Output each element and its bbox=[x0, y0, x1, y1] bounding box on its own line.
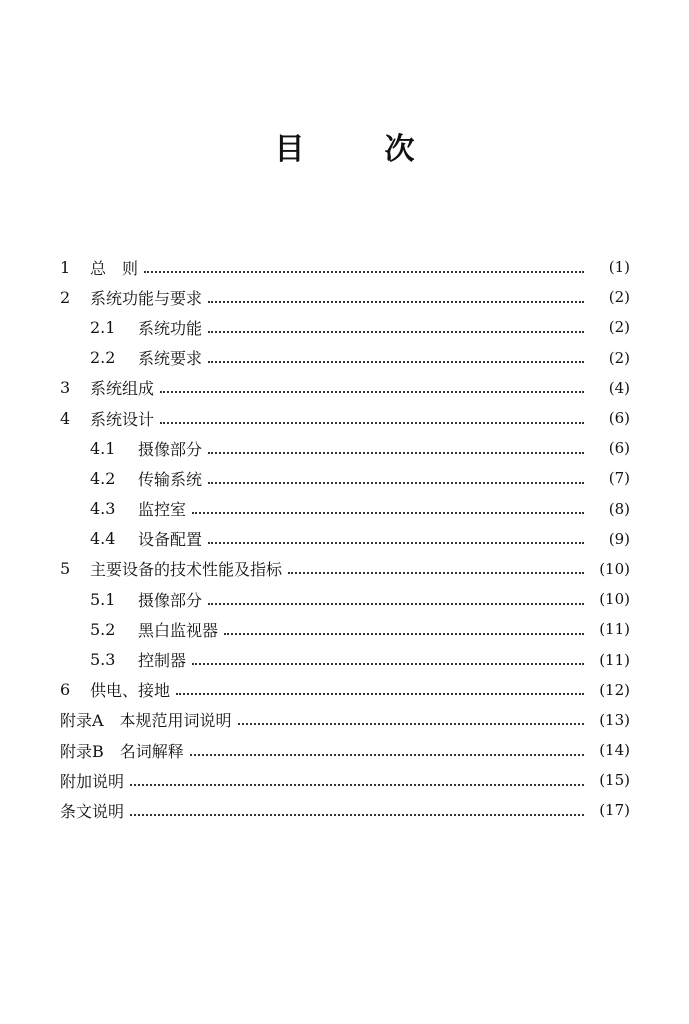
toc-entry-number: 2 bbox=[60, 287, 71, 307]
dot-leader bbox=[224, 632, 584, 635]
dot-leader bbox=[192, 511, 584, 514]
toc-entry[interactable] bbox=[60, 795, 630, 825]
toc-entry-title: 附录B 名词解释 bbox=[60, 741, 184, 761]
toc-entry[interactable] bbox=[60, 252, 630, 282]
toc-entry[interactable] bbox=[60, 524, 630, 554]
dot-leader bbox=[238, 722, 584, 725]
toc-entry-page-number: (1) bbox=[608, 258, 630, 277]
toc-entry-page-number: (2) bbox=[608, 348, 630, 367]
toc-entry-page-number: (9) bbox=[608, 529, 630, 548]
toc-entry-number: 5.3 bbox=[90, 650, 116, 670]
toc-entry-title: 总 则 bbox=[90, 258, 139, 278]
toc-entry-title: 附录A 本规范用词说明 bbox=[60, 711, 232, 731]
dot-leader bbox=[208, 602, 584, 605]
toc-entry-title: 控制器 bbox=[138, 651, 187, 671]
toc-entry-page-number: (6) bbox=[608, 439, 630, 458]
toc-entry-number: 4 bbox=[60, 408, 71, 428]
toc-entry[interactable] bbox=[60, 644, 630, 674]
dot-leader bbox=[130, 783, 584, 786]
toc-entry-number: 4.4 bbox=[90, 529, 116, 549]
toc-entry-page-number: (2) bbox=[608, 318, 630, 337]
toc-entry-title: 系统要求 bbox=[138, 349, 203, 369]
dot-leader bbox=[208, 481, 584, 484]
dot-leader bbox=[208, 451, 584, 454]
dot-leader bbox=[208, 330, 584, 333]
toc-entry-number: 5.1 bbox=[90, 589, 116, 609]
toc-entry[interactable] bbox=[60, 312, 630, 342]
toc-entry-title: 黑白监视器 bbox=[138, 620, 219, 640]
toc-entry-page-number: (12) bbox=[599, 680, 630, 699]
toc-entry[interactable] bbox=[60, 735, 630, 765]
dot-leader bbox=[208, 360, 584, 363]
toc-entry[interactable] bbox=[60, 614, 630, 644]
toc-entry-page-number: (8) bbox=[608, 499, 630, 518]
toc-entry-number: 6 bbox=[60, 680, 71, 700]
page-title bbox=[0, 124, 689, 168]
dot-leader bbox=[130, 813, 584, 816]
toc-entry-number: 2.2 bbox=[90, 348, 116, 368]
toc-entry-title: 传输系统 bbox=[138, 469, 203, 489]
toc-entry-number: 3 bbox=[60, 378, 71, 398]
toc-entry[interactable] bbox=[60, 494, 630, 524]
toc-entry-number: 4.2 bbox=[90, 468, 116, 488]
dot-leader bbox=[144, 270, 584, 273]
toc-entry[interactable] bbox=[60, 282, 630, 312]
toc-entry-number: 4.3 bbox=[90, 499, 116, 519]
dot-leader bbox=[208, 300, 584, 303]
toc-entry-title: 设备配置 bbox=[138, 530, 203, 550]
toc-entry-page-number: (15) bbox=[599, 771, 630, 790]
toc-entry-title: 系统功能 bbox=[138, 318, 203, 338]
toc-entry-page-number: (11) bbox=[599, 620, 630, 639]
toc-entry-page-number: (17) bbox=[599, 801, 630, 820]
title-char-2: 次 bbox=[384, 132, 415, 167]
toc-entry[interactable] bbox=[60, 403, 630, 433]
toc-entry-title: 条文说明 bbox=[60, 801, 125, 821]
toc-entry-page-number: (13) bbox=[599, 710, 630, 729]
dot-leader bbox=[160, 390, 584, 393]
toc-entry[interactable] bbox=[60, 554, 630, 584]
toc-entry-number: 5.2 bbox=[90, 619, 116, 639]
toc-entry-title: 系统功能与要求 bbox=[90, 288, 203, 308]
toc-entry-page-number: (10) bbox=[599, 559, 630, 578]
toc-entry[interactable] bbox=[60, 705, 630, 735]
dot-leader bbox=[192, 662, 584, 665]
toc-entry-title: 摄像部分 bbox=[138, 439, 203, 459]
toc-entry[interactable] bbox=[60, 675, 630, 705]
toc-entry-page-number: (4) bbox=[608, 378, 630, 397]
toc-entry[interactable] bbox=[60, 463, 630, 493]
toc-entry-page-number: (10) bbox=[599, 590, 630, 609]
title-char-1: 目 bbox=[274, 132, 305, 167]
toc-entry-title: 供电、接地 bbox=[90, 681, 171, 701]
dot-leader bbox=[176, 692, 584, 695]
toc-entry-page-number: (11) bbox=[599, 650, 630, 669]
toc-entry-title: 附加说明 bbox=[60, 771, 125, 791]
toc-entry-number: 5 bbox=[60, 559, 71, 579]
toc-entry[interactable] bbox=[60, 373, 630, 403]
table-of-contents bbox=[60, 252, 630, 826]
toc-entry-page-number: (7) bbox=[608, 469, 630, 488]
toc-entry-title: 主要设备的技术性能及指标 bbox=[90, 560, 283, 580]
dot-leader bbox=[208, 541, 584, 544]
toc-entry-number: 1 bbox=[60, 257, 71, 277]
toc-entry-title: 监控室 bbox=[138, 500, 187, 520]
dot-leader bbox=[288, 571, 584, 574]
toc-entry-title: 系统组成 bbox=[90, 379, 155, 399]
dot-leader bbox=[190, 753, 584, 756]
toc-entry[interactable] bbox=[60, 765, 630, 795]
toc-entry-page-number: (6) bbox=[608, 409, 630, 428]
toc-entry-page-number: (14) bbox=[599, 741, 630, 760]
toc-entry-number: 2.1 bbox=[90, 317, 116, 337]
toc-entry-title: 系统设计 bbox=[90, 409, 155, 429]
toc-entry[interactable] bbox=[60, 343, 630, 373]
toc-entry[interactable] bbox=[60, 433, 630, 463]
dot-leader bbox=[160, 421, 584, 424]
toc-entry[interactable] bbox=[60, 584, 630, 614]
toc-entry-page-number: (2) bbox=[608, 288, 630, 307]
toc-entry-title: 摄像部分 bbox=[138, 590, 203, 610]
toc-entry-number: 4.1 bbox=[90, 438, 116, 458]
